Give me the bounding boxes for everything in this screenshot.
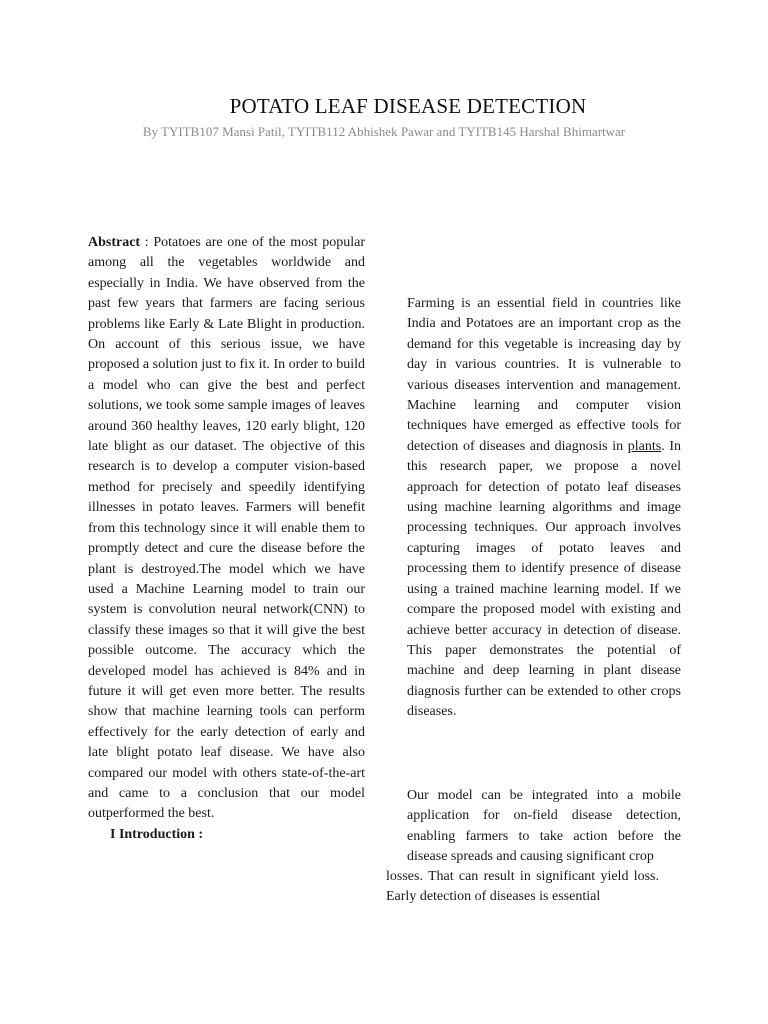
para1-text-end: . In this research paper, we propose a novel approach for detection of potato leaf diseases using machine learning algorithms and image processing techniques. Our approach involves capturing images of potato leaves and processing them to identify presence of disease using a trained machine learning model. If we compare the proposed model with existing and achieve better accuracy in detection of disease. This paper demonstrates the potential of machine and deep learning in plant disease diagnosis further can be extended to other crops diseases.: [407, 438, 681, 720]
right-column-paragraph-2: [407, 786, 681, 868]
right-column-paragraph-3: [386, 867, 659, 908]
para2-text: Our model can be integrated into a mobile application for on-field disease detection, enabling farmers to take action before the disease spreads and causing significant crop: [407, 788, 681, 865]
para3-text: losses. That can result in significant yield loss. Early detection of diseases is essential: [386, 869, 659, 905]
plants-link[interactable]: plants: [627, 438, 662, 454]
abstract-paragraph: [88, 233, 365, 825]
introduction-heading: I Introduction :: [110, 826, 204, 842]
para1-text-start: Farming is an essential field in countries like India and Potatoes are an important crop as the demand for this vegetable is increasing day by day in various countries. It is vulnerable to various diseases intervention and management. Machine learning and computer vision techniques have emerged as effective tools for detection of diseases and diagnosis in: [407, 296, 681, 454]
paper-title: POTATO LEAF DISEASE DETECTION: [229, 94, 587, 118]
right-column-paragraph-1: [407, 294, 681, 723]
abstract-text: : Potatoes are one of the most popular among all the vegetables worldwide and especially in India. We have observed from the past few years that farmers are facing serious problems like Early & Late Blight in production. On account of this serious issue, we have proposed a solution just to fix it. In order to build a model who can give the best and perfect solutions, we took some sample images of leaves around 360 healthy leaves, 120 early blight, 120 late blight as our dataset. The objective of this research is to develop a computer vision-based method for precisely and speedily identifying illnesses in potato leaves. Farmers will benefit from this technology since it will enable them to promptly detect and cure the disease before the plant is destroyed.The model which we have used a Machine Learning model to train our system is convolution neural network(CNN) to classify these images so that it will give the best possible outcome. The accuracy which the developed model has achieved is 84% and in future it will get even more better. The results show that machine learning tools can perform effectively for the early detection of early and late blight potato leaf disease. We have also compared our model with others state-of-the-art and came to a conclusion that our model outperformed the best.: [88, 235, 365, 822]
abstract-label: Abstract: [88, 235, 141, 250]
author-line: By TYITB107 Mansi Patil, TYITB112 Abhishek Pawar and TYITB145 Harshal Bhimartwar: [142, 124, 626, 139]
left-column: [88, 233, 365, 845]
